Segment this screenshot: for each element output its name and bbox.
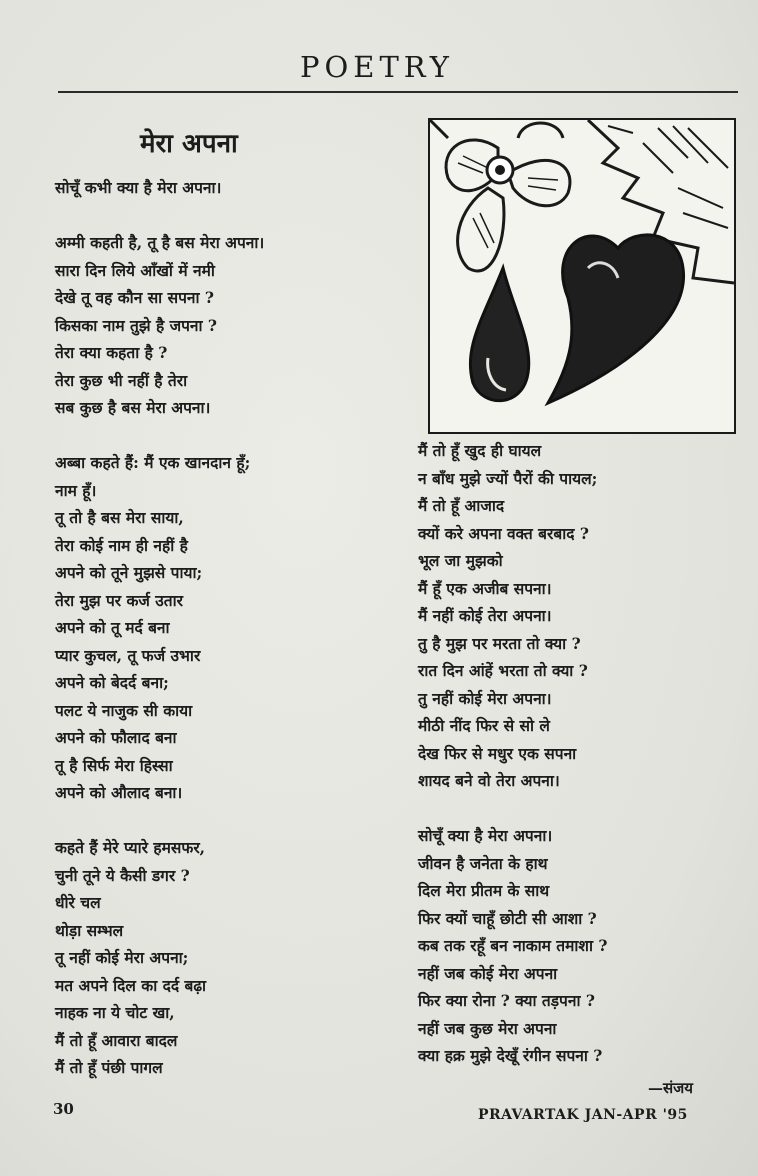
poem-right-column <box>418 437 607 1097</box>
poem-line: पलट ये नाजुक सी काया <box>55 700 193 720</box>
poem-line: तू है सिर्फ मेरा हिस्सा <box>55 755 173 775</box>
stanza <box>55 449 264 807</box>
poem-line: मैं तो हूँ खुद ही घायल <box>418 441 542 460</box>
poem-line: अपने को तू मर्द बना <box>55 618 170 637</box>
poem-line: कहते हैं मेरे प्यारे हमसफर, <box>55 838 206 857</box>
poem-line: सोचूँ कभी क्या है मेरा अपना। <box>55 178 222 197</box>
poem-line: दिल मेरा प्रीतम के साथ <box>418 881 550 900</box>
poem-line: तेरा क्या कहता है ? <box>55 343 168 362</box>
flower-heart-illustration <box>428 118 736 434</box>
poem-line: अपने को फौलाद बना <box>55 728 177 747</box>
stanza <box>55 229 264 422</box>
poem-line: मैं हूँ एक अजीब सपना। <box>418 578 552 598</box>
poem-line: सोचूँ क्या है मेरा अपना। <box>418 826 553 845</box>
poem-line: तेरा मुझ पर कर्ज उतार <box>55 590 183 610</box>
poem-line: देखे तू वह कौन सा सपना ? <box>55 288 214 307</box>
poem-line: अपने को तूने मुझसे पाया; <box>55 563 203 582</box>
poem-line: भूल जा मुझको <box>418 551 503 570</box>
poem-line: कब तक रहूँ बन नाकाम तमाशा ? <box>418 936 608 955</box>
poem-line: तेरा कोई नाम ही नहीं है <box>55 535 188 555</box>
poem-line: मैं नहीं कोई तेरा अपना। <box>418 606 552 625</box>
poem-line: तू तो है बस मेरा साया, <box>55 508 184 527</box>
poem-line: क्यों करे अपना वक्त बरबाद ? <box>418 523 589 543</box>
poem-line: चुनी तूने ये कैसी डगर ? <box>55 865 190 885</box>
poem-title: मेरा अपना <box>140 129 238 159</box>
stanza <box>55 174 264 202</box>
section-title: POETRY <box>300 50 454 84</box>
poem-line: रात दिन आंहें भरता तो क्या ? <box>418 661 588 680</box>
poem-left-column <box>55 174 264 1109</box>
poem-line: देख फिर से मधुर एक सपना <box>418 743 577 763</box>
stanza <box>55 834 264 1082</box>
poem-line: सब कुछ है बस मेरा अपना। <box>55 398 211 417</box>
poem-line: नाहक ना ये चोट खा, <box>55 1003 175 1022</box>
poem-line: नाम हूँ। <box>55 480 97 500</box>
header-rule <box>58 91 738 93</box>
poem-line: तु है मुझ पर मरता तो क्या ? <box>418 633 581 653</box>
author-signature: —संजय <box>648 1079 693 1097</box>
stanza <box>418 822 607 1070</box>
poem-line: मैं तो हूँ आजाद <box>418 496 505 515</box>
poem-line: तू नहीं कोई मेरा अपना; <box>55 948 189 967</box>
poem-line: मैं तो हूँ आवारा बादल <box>55 1030 178 1050</box>
poem-line: नहीं जब कोई मेरा अपना <box>418 963 558 983</box>
poem-line: अम्मी कहती है, तू है बस मेरा अपना। <box>55 233 265 252</box>
poem-line: नहीं जब कुछ मेरा अपना <box>418 1018 557 1038</box>
poem-line: तेरा कुछ भी नहीं है तेरा <box>55 370 188 390</box>
poem-line: मत अपने दिल का दर्द बढ़ा <box>55 975 207 995</box>
poem-line: किसका नाम तुझे है जपना ? <box>55 315 217 335</box>
poem-line: शायद बने वो तेरा अपना। <box>418 771 560 790</box>
poem-line: मीठी नींद फिर से सो ले <box>418 716 550 735</box>
page-number: 30 <box>53 1100 74 1118</box>
stanza <box>418 437 607 795</box>
poem-line: फिर क्या रोना ? क्या तड़पना ? <box>418 991 595 1010</box>
publication-footer: PRAVARTAK JAN-APR '95 <box>478 1107 688 1123</box>
poem-line: थोड़ा सम्भल <box>55 920 124 940</box>
poem-line: सारा दिन लिये आँखों में नमी <box>55 260 215 280</box>
poem-line: अपने को बेदर्द बना; <box>55 673 169 692</box>
poem-line: न बाँध मुझे ज्यों पैरों की पायल; <box>418 468 598 488</box>
poem-line: फिर क्यों चाहूँ छोटी सी आशा ? <box>418 908 597 928</box>
poem-line: प्यार कुचल, तू फर्ज उभार <box>55 645 201 665</box>
poem-line: मैं तो हूँ पंछी पागल <box>55 1058 163 1077</box>
poem-line: धीरे चल <box>55 893 101 912</box>
poem-line: तु नहीं कोई मेरा अपना। <box>418 688 552 708</box>
poem-line: क्या हक्र मुझे देखूँ रंगीन सपना ? <box>418 1046 603 1065</box>
poem-line: अब्बा कहते हैं: मैं एक खानदान हूँ; <box>55 453 251 472</box>
poem-line: जीवन है जनेता के हाथ <box>418 853 548 873</box>
poem-line: अपने को औलाद बना। <box>55 783 183 802</box>
